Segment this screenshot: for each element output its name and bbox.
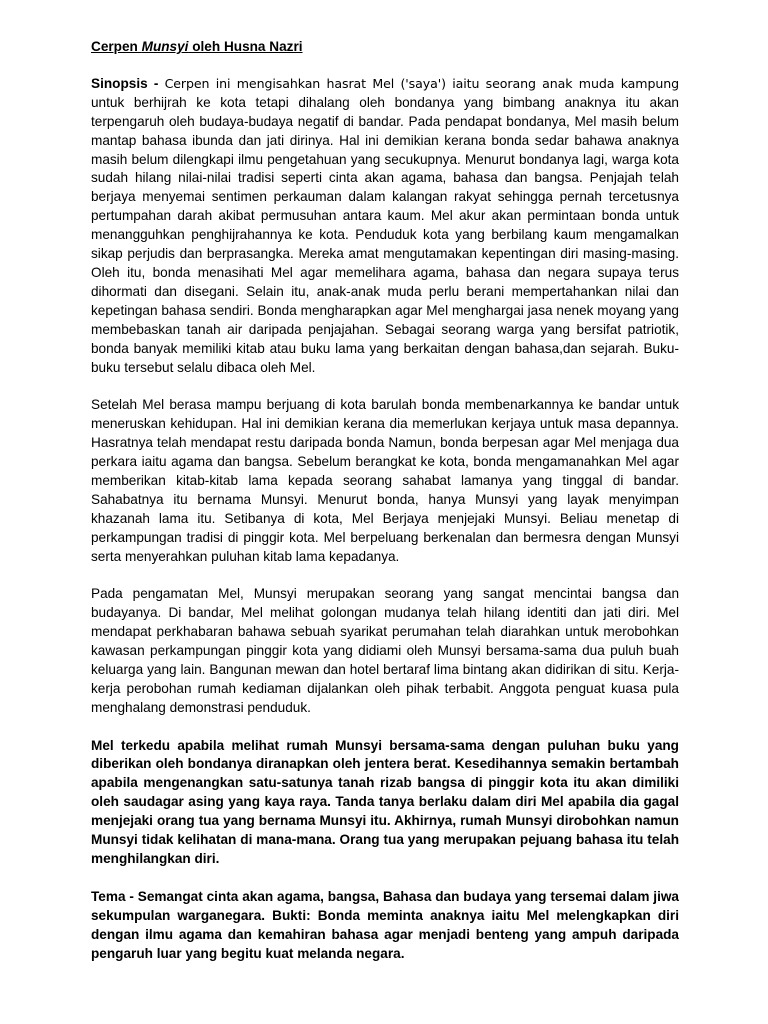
paragraph-4: Mel terkedu apabila melihat rumah Munsyi bersama-sama dengan puluhan buku yang diberikan oleh bondanya diranapkan oleh jentera berat. Kesedihannya semakin bertambah apabila mengenangkan satu-satunya tanah rizab bangsa di pinggir kota itu akan dimiliki oleh saudagar asing yang kaya raya. Tanda tanya berlaku dalam diri Mel apabila dia gagal menjejaki orang tua yang bernama Munsyi itu. Akhirnya, rumah Munsyi dirobohkan namun Munsyi tidak kelihatan di mana-mana. Orang tua yang merupakan pejuang bahasa itu telah menghilangkan diri. [91, 737, 679, 867]
title-prefix: Cerpen [91, 39, 142, 54]
paragraph-2: Setelah Mel berasa mampu berjuang di kota barulah bonda membenarkannya ke bandar untuk meneruskan kehidupan. Hal ini demikian kerana dia memerlukan kerjaya untuk masa depannya. Hasratnya telah mendapat restu daripada bonda Namun, bonda berpesan agar Mel menjaga dua perkara iaitu agama dan bangsa. Sebelum berangkat ke kota, bonda mengamanahkan Mel agar memberikan kitab-kitab lama kepada seorang sahabat lamanya yang tinggal di bandar. Sahabatnya itu bernama Munsyi. Menurut bonda, hanya Munsyi yang layak menyimpan khazanah lama itu. Setibanya di kota, Mel Berjaya menjejaki Munsyi. Beliau menetap di perkampungan tradisi di pinggir kota. Mel berpeluang berkenalan dan bermesra dengan Munsyi serta menyerahkan puluhan kitab lama kepadanya. [91, 397, 679, 564]
synopsis-text: untuk berhijrah ke kota tetapi dihalang oleh bondanya yang bimbang anaknya itu akan terpengaruh oleh budaya-budaya negatif di bandar. Pada pendapat bondanya, Mel masih belum mantap bahasa ibunda dan jati dirinya. Hal ini demikian kerana bonda sedar bahawa anaknya masih belum dilengkapi ilmu pengetahuan yang secukupnya. Menurut bondanya lagi, warga kota sudah hilang nilai-nilai tradisi seperti cinta akan agama, bahasa dan bangsa. Penjajah telah berjaya menyemai sentimen perkauman dalam kalangan rakyat sehingga pernah tercetusnya pertumpahan darah akibat permusuhan antara kaum. Mel akur akan permintaan bonda untuk menangguhkan penghijrahannya ke kota. Penduduk kota yang berbilang kaum mengamalkan sikap perjudis dan berprasangka. Mereka amat mengutamakan kepentingan diri masing-masing. Oleh itu, bonda menasihati Mel agar memelihara agama, bahasa dan negara supaya terus dihormati dan disegani. Selain itu, anak-anak muda perlu berani mempertahankan nilai dan kepetingan bahasa sendiri. Bonda mengharapkan agar Mel menghargai jasa nenek moyang yang membebaskan tanah air daripada penjajahan. Sebagai seorang warga yang bersifat patriotik, bonda banyak memiliki kitab atau buku lama yang berkaitan dengan bahasa,dan sejarah. Buku-buku tersebut selalu dibaca oleh Mel. [91, 94, 679, 375]
theme-paragraph: Tema - Semangat cinta akan agama, bangsa, Bahasa dan budaya yang tersemai dalam jiwa sekumpulan warganegara. Bukti: Bonda meminta anaknya iaitu Mel melengkapkan diri dengan ilmu agama dan kemahiran bahasa agar menjadi benteng yang ampuh daripada pengaruh luar yang begitu kuat melanda negara. [91, 888, 679, 961]
synopsis-label: Sinopsis - [91, 75, 165, 91]
synopsis-first-line: Cerpen ini mengisahkan hasrat Mel ('saya') iaitu seorang anak muda kampung [164, 75, 680, 91]
title-suffix: oleh Husna Nazri [188, 39, 303, 54]
document-page [91, 38, 679, 982]
document-title [91, 38, 679, 57]
paragraph-3: Pada pengamatan Mel, Munsyi merupakan seorang yang sangat mencintai bangsa dan budayanya. Di bandar, Mel melihat golongan mudanya telah hilang identiti dan jati diri. Mel mendapat perkhabaran bahawa sebuah syarikat perumahan telah diarahkan untuk merobohkan kawasan perkampungan pinggir kota yang didiami oleh Munsyi bersama-sama dua puluh buah keluarga yang lain. Bangunan mewan dan hotel bertaraf lima bintang akan didirikan di situ. Kerja-kerja perobohan rumah kediaman dijalankan oleh pihak terbabit. Anggota penguat kuasa pula menghalang demonstrasi penduduk. [91, 586, 679, 715]
synopsis-paragraph [91, 75, 679, 378]
title-italic: Munsyi [141, 39, 189, 54]
